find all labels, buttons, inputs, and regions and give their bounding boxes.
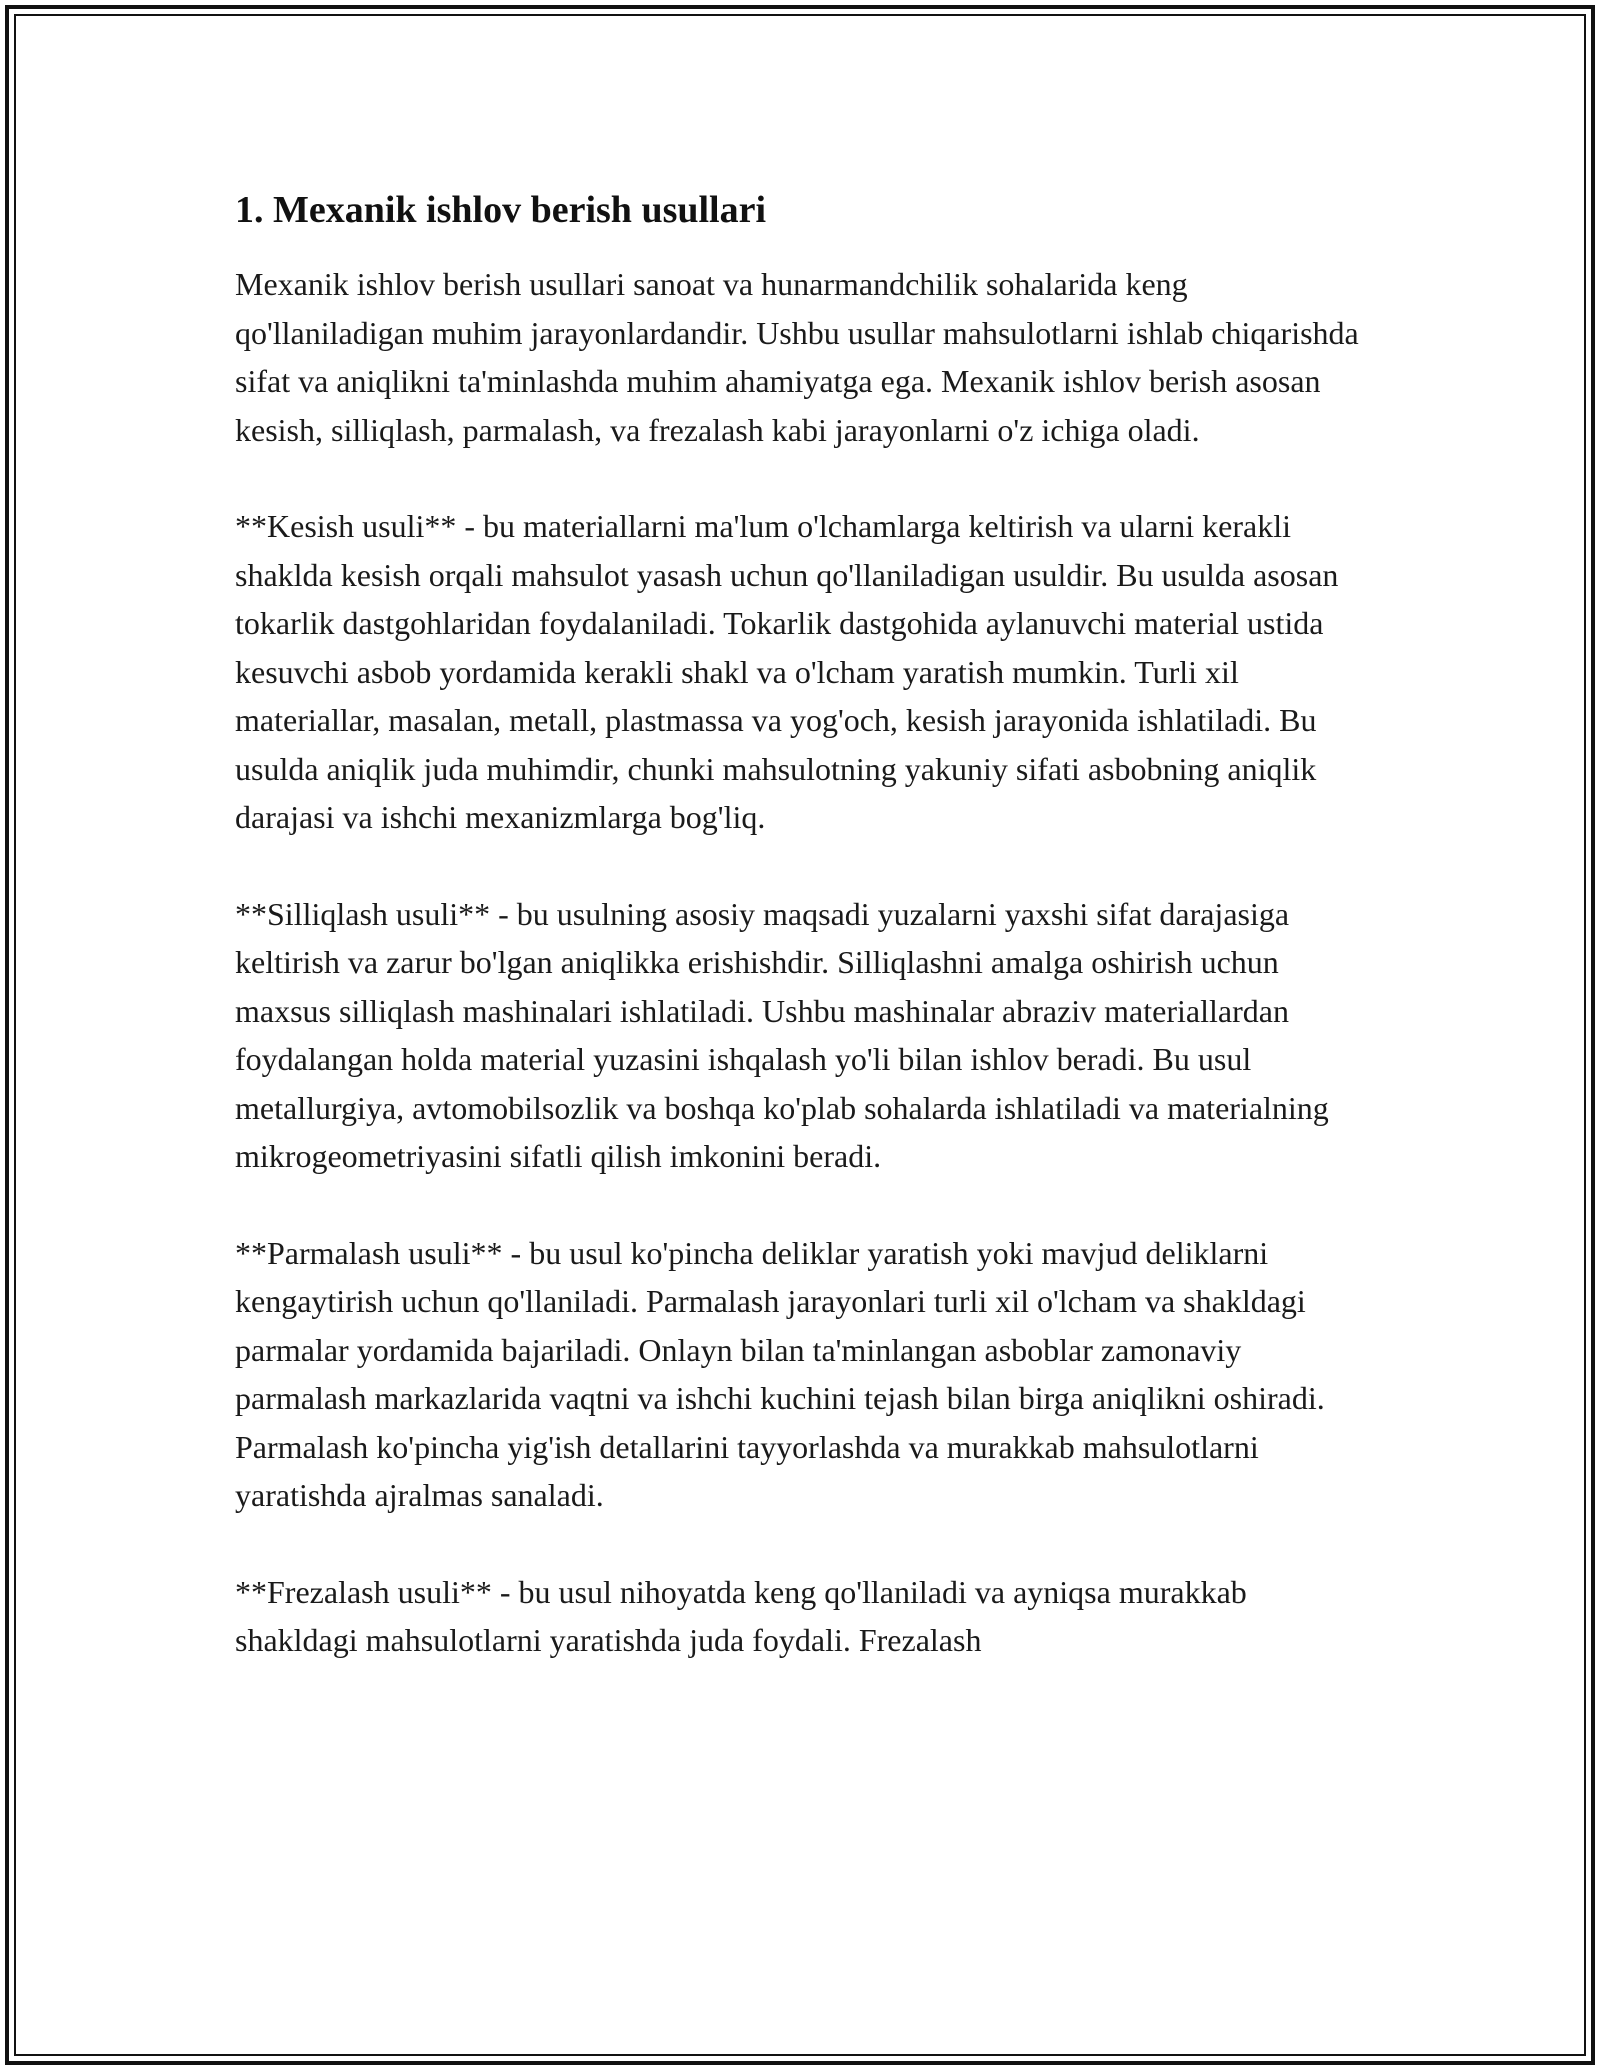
paragraph-intro: Mexanik ishlov berish usullari sanoat va hunarmandchilik sohalarida keng qo'llaniladigan muhim jarayonlardandir. Ushbu usullar mahsulotlarni ishlab chiqarishda sifat va aniqlikni ta'minlashda muhim ahamiyatga ega. Mexanik ishlov berish asosan kesish, silliqlash, parmalash, va frezalash kabi jarayonlarni o'z ichiga oladi. xyxy=(235,266,1359,448)
paragraph-kesish: **Kesish usuli** - bu materiallarni ma'lum o'lchamlarga keltirish va ularni kerakli shaklda kesish orqali mahsulot yasash uchun qo'llaniladigan usuldir. Bu usulda asosan tokarlik dastgohlaridan foydalaniladi. Tokarlik dastgohida aylanuvchi material ustida kesuvchi asbob yordamida kerakli shakl va o'lcham yaratish mumkin. Turli xil materiallar, masalan, metall, plastmassa va yog'och, kesish jarayonida ishlatiladi. Bu usulda aniqlik juda muhimdir, chunki mahsulotning yakuniy sifati asbobning aniqlik darajasi va ishchi mexanizmlarga bog'liq. xyxy=(235,508,1339,835)
paragraph-silliqlash: **Silliqlash usuli** - bu usulning asosiy maqsadi yuzalarni yaxshi sifat darajasiga keltirish va zarur bo'lgan aniqlikka erishishdir. Silliqlashni amalga oshirish uchun maxsus silliqlash mashinalari ishlatiladi. Ushbu mashinalar abraziv materiallardan foydalangan holda material yuzasini ishqalash yo'li bilan ishlov beradi. Bu usul metallurgiya, avtomobilsozlik va boshqa ko'plab sohalarda ishlatiladi va materialning mikrogeometriyasini sifatli qilish imkonini beradi. xyxy=(235,895,1329,1174)
paragraph-parmalash: **Parmalash usuli** - bu usul ko'pincha deliklar yaratish yoki mavjud deliklarni kengaytirish uchun qo'llaniladi. Parmalash jarayonlari turli xil o'lcham va shakldagi parmalar yordamida bajariladi. Onlayn bilan ta'minlangan asboblar zamonaviy parmalash markazlarida vaqtni va ishchi kuchini tejash bilan birga aniqlikni oshiradi. Parmalash ko'pincha yig'ish detallarini tayyorlashda va murakkab mahsulotlarni yaratishda ajralmas sanaladi. xyxy=(235,1234,1325,1513)
section-heading: 1. Mexanik ishlov berish usullari xyxy=(235,189,767,231)
paragraph-frezalash: **Frezalash usuli** - bu usul nihoyatda keng qo'llaniladi va ayniqsa murakkab shakldagi mahsulotlarni yaratishda juda foydali. Frezalash xyxy=(235,1573,1247,1658)
document-body xyxy=(235,180,1375,1713)
